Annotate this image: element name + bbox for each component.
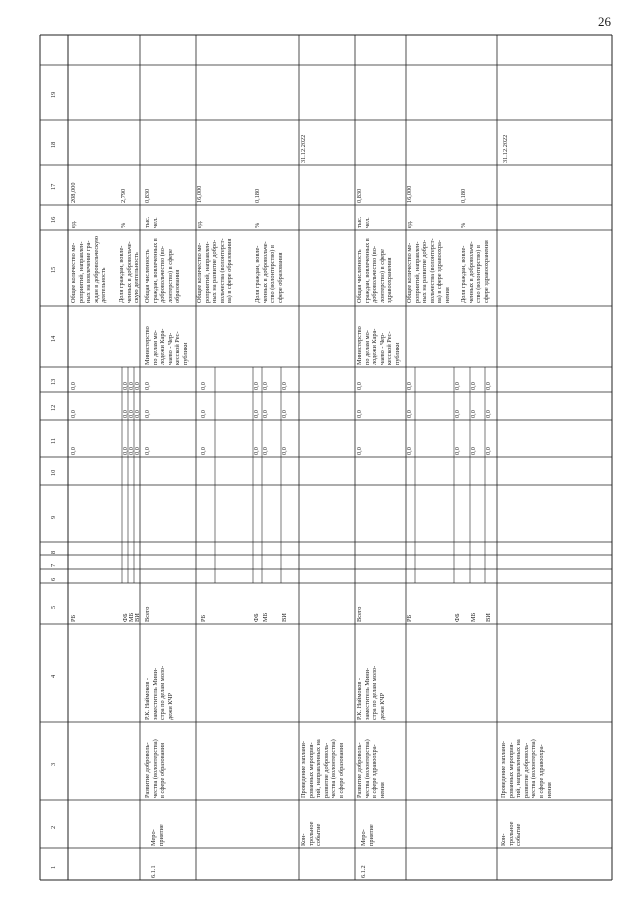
- cell-v12-1-2: 0,0: [253, 410, 260, 418]
- cell-v13-prev-3: 0,0: [134, 382, 141, 390]
- cell-value-prev-1: 208,000: [70, 182, 77, 203]
- cell-value-2-2: 0,180: [460, 188, 467, 203]
- cell-v11-prev-2: 0,0: [128, 447, 135, 455]
- cell-src-prev-1: ФБ: [122, 613, 129, 622]
- cell-v11-prev-0: 0,0: [70, 447, 77, 455]
- cell-indicator-1-2: Доля граждан, вовле- ченных в добровольче- ство (волонтерство) в сфере образования: [254, 241, 284, 303]
- cell-v11-prev-3: 0,0: [134, 447, 141, 455]
- cell-v11-2-0: 0,0: [356, 447, 363, 455]
- cell-src-2-3: МБ: [470, 612, 477, 622]
- cell-indicator-prev-2: Доля граждан, вовле- ченных в добровольче- скую деятельность: [118, 241, 141, 303]
- cell-v12-1-0: 0,0: [144, 410, 151, 418]
- cell-src-1-2: ФБ: [253, 613, 260, 622]
- cell-type-mero-1: Меро- приятие: [150, 824, 165, 846]
- cell-v11-1-4: 0,0: [281, 447, 288, 455]
- cell-code-6-1-2: 6.1.2: [360, 865, 367, 878]
- cell-src-prev-3: ВИ: [134, 613, 141, 622]
- cell-v13-1-3: 0,0: [262, 382, 269, 390]
- column-header-5: 5: [50, 605, 57, 609]
- cell-v13-prev-0: 0,0: [70, 382, 77, 390]
- cell-name-event-2: Проведение заплани- рованных мероприя- тий, направленных на развитие доброволь- чества (волонтерства) в сфере здравоохра- нения: [500, 739, 553, 798]
- cell-src-prev-2: МБ: [128, 612, 135, 622]
- cell-v11-2-3: 0,0: [470, 447, 477, 455]
- cell-unit-1-1: ед.: [196, 220, 203, 228]
- cell-responsible-mero-2: Р.К. Наймоков - заместитель Мини- стра по делам моло- дежи КЧР: [356, 665, 386, 720]
- cell-v12-prev-2: 0,0: [128, 410, 135, 418]
- cell-v13-2-2: 0,0: [454, 382, 461, 390]
- column-header-9: 9: [50, 515, 57, 519]
- column-header-17: 17: [50, 183, 57, 190]
- cell-code-6-1-1: 6.1.1: [150, 865, 157, 878]
- cell-date-event-1: 31.12.2022: [300, 134, 307, 163]
- cell-v13-1-1: 0,0: [200, 382, 207, 390]
- column-header-12: 12: [50, 404, 57, 411]
- cell-value-1-2: 0,180: [254, 188, 261, 203]
- cell-unit-2-1: ед.: [406, 220, 413, 228]
- cell-v13-prev-2: 0,0: [128, 382, 135, 390]
- cell-indicator-2-2: Доля граждан, вовле- ченных в добровольче- ство (волонтерство) в сфере здравоохранения: [460, 240, 490, 303]
- cell-indicator-1-0: Общая численность граждан, вовлеченных в добровольчество (во- лонтерство) в сфере образования: [144, 238, 182, 303]
- cell-v11-2-4: 0,0: [485, 447, 492, 455]
- column-header-8: 8: [50, 550, 57, 554]
- cell-executor-2: Министерство по делам мо- лодежи Кара- чаево - Чер- кесской Рес- публики: [356, 326, 401, 365]
- cell-unit-prev-2: %: [120, 222, 127, 228]
- cell-responsible-mero-1: Р.К. Наймоков - заместитель Мини- стра по делам моло- дежи КЧР: [144, 665, 174, 720]
- cell-src-1-1: РБ: [200, 614, 207, 622]
- cell-v12-1-4: 0,0: [281, 410, 288, 418]
- cell-v11-prev-1: 0,0: [122, 447, 129, 455]
- cell-v12-2-2: 0,0: [454, 410, 461, 418]
- cell-v12-2-4: 0,0: [485, 410, 492, 418]
- cell-v12-1-1: 0,0: [200, 410, 207, 418]
- cell-src-2-0: Всего: [356, 606, 363, 622]
- cell-v13-2-0: 0,0: [356, 382, 363, 390]
- cell-v12-prev-1: 0,0: [122, 410, 129, 418]
- cell-unit-1-0: тыс. чел.: [144, 216, 159, 228]
- column-header-6: 6: [50, 577, 57, 581]
- cell-v13-1-2: 0,0: [253, 382, 260, 390]
- cell-v13-2-1: 0,0: [406, 382, 413, 390]
- cell-v12-2-1: 0,0: [406, 410, 413, 418]
- column-header-11: 11: [50, 437, 57, 444]
- column-header-15: 15: [50, 266, 57, 273]
- cell-type-mero-2: Меро- приятие: [360, 824, 375, 846]
- column-header-19: 19: [50, 91, 57, 98]
- cell-value-1-0: 0,830: [144, 188, 151, 203]
- cell-unit-prev-1: ед.: [70, 220, 77, 228]
- column-header-7: 7: [50, 563, 57, 567]
- column-header-18: 18: [50, 141, 57, 148]
- cell-v13-prev-1: 0,0: [122, 382, 129, 390]
- cell-v13-2-4: 0,0: [485, 382, 492, 390]
- column-header-3: 3: [50, 762, 57, 766]
- cell-src-prev-0: РБ: [70, 614, 77, 622]
- cell-src-1-4: ВИ: [281, 613, 288, 622]
- cell-v12-2-0: 0,0: [356, 410, 363, 418]
- cell-v12-prev-0: 0,0: [70, 410, 77, 418]
- cell-indicator-prev-1: Общее количество ме- роприятий, направлен- ных на вовлечение гра- ждан в добровольческую деятельность: [70, 236, 108, 303]
- column-header-14: 14: [50, 335, 57, 342]
- column-header-2: 2: [50, 825, 57, 829]
- cell-value-1-1: 16,000: [196, 185, 203, 203]
- cell-value-prev-2: 2,790: [120, 188, 127, 203]
- cell-v11-1-2: 0,0: [253, 447, 260, 455]
- cell-v11-1-0: 0,0: [144, 447, 151, 455]
- cell-v13-1-0: 0,0: [144, 382, 151, 390]
- cell-v11-1-1: 0,0: [200, 447, 207, 455]
- cell-src-2-1: РБ: [406, 614, 413, 622]
- cell-v11-2-2: 0,0: [454, 447, 461, 455]
- cell-value-2-1: 16,000: [406, 185, 413, 203]
- cell-v12-2-3: 0,0: [470, 410, 477, 418]
- cell-indicator-1-1: Общее количество ме- роприятий, направлен- ных на развитие добро- вольчества (волонтерст- ва) в сфере образования: [196, 238, 234, 303]
- cell-name-mero-1: Развитие доброволь- чества (волонтерства) в сфере образования: [144, 739, 167, 798]
- cell-src-2-2: ФБ: [454, 613, 461, 622]
- cell-unit-2-0: тыс. чел.: [356, 216, 371, 228]
- cell-v13-2-3: 0,0: [470, 382, 477, 390]
- cell-value-2-0: 0,830: [356, 188, 363, 203]
- cell-v12-prev-3: 0,0: [134, 410, 141, 418]
- cell-type-event-2: Кон- трольное событие: [500, 821, 523, 846]
- cell-src-2-4: ВИ: [485, 613, 492, 622]
- cell-v11-2-1: 0,0: [406, 447, 413, 455]
- cell-v11-1-3: 0,0: [262, 447, 269, 455]
- cell-indicator-2-0: Общая численность граждан, вовлеченных в добровольчество (во- лонтерство) в сфере здравоохранения: [356, 238, 394, 303]
- column-header-1: 1: [50, 865, 57, 869]
- cell-indicator-2-1: Общее количество ме- роприятий, направлен- ных на развитие добро- вольчества (волонтерст- ва) в сфере здравоохра- нения: [406, 238, 451, 303]
- cell-src-1-0: Всего: [144, 606, 151, 622]
- cell-name-event-1: Проведение заплани- рованных мероприя- тий, направленных на развитие доброволь- чества (волонтерства) в сфере образования: [300, 739, 345, 798]
- column-header-13: 13: [50, 378, 57, 385]
- cell-date-event-2: 31.12.2022: [502, 134, 509, 163]
- cell-src-1-3: МБ: [262, 612, 269, 622]
- cell-executor-1: Министерство по делам мо- лодежи Кара- чаево - Чер- кесской Рес- публики: [144, 326, 189, 365]
- cell-v13-1-4: 0,0: [281, 382, 288, 390]
- column-header-10: 10: [50, 469, 57, 476]
- cell-type-event-1: Кон- трольное событие: [300, 821, 323, 846]
- cell-unit-1-2: %: [254, 222, 261, 228]
- cell-v12-1-3: 0,0: [262, 410, 269, 418]
- cell-name-mero-2: Развитие доброволь- чества (волонтерства) в сфере здравоохра- нения: [356, 739, 386, 798]
- column-header-16: 16: [50, 216, 57, 223]
- page-number: 26: [598, 14, 611, 29]
- column-header-4: 4: [50, 674, 57, 678]
- cell-unit-2-2: %: [460, 222, 467, 228]
